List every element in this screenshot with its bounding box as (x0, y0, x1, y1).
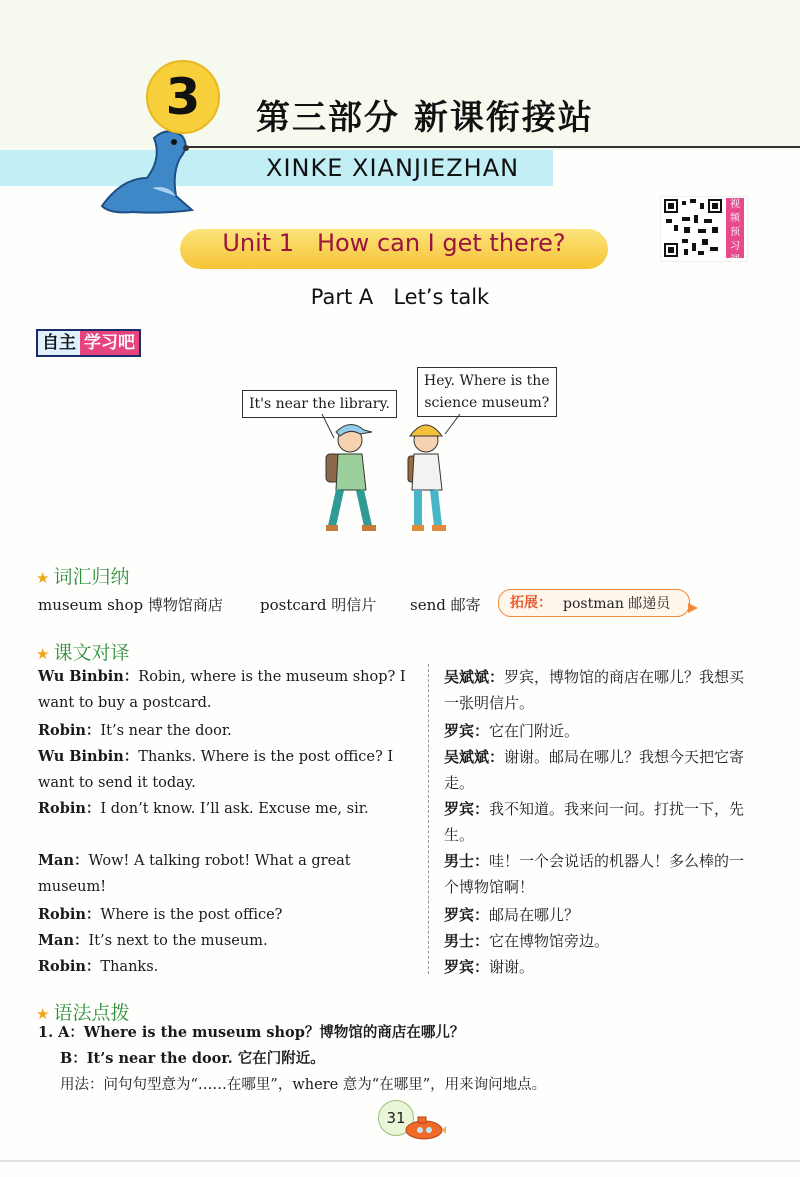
grammar-item-a: 1. A：Where is the museum shop？博物馆的商店在哪儿？ (38, 1024, 465, 1041)
dialogue-text: It’s next to the museum. (88, 933, 268, 949)
vocab-heading (36, 562, 129, 589)
dialogue-line-en (38, 928, 416, 954)
two-boys-illustration (300, 414, 480, 538)
dialogue-text: Thanks. (100, 959, 159, 975)
dialogue-line-en (38, 954, 416, 980)
dialogue-text-zh: 罗宾，博物馆的商店在哪儿？我想买一张明信片。 (444, 668, 745, 712)
dialogue-text: Where is the post office? (100, 907, 283, 923)
speaker: Robin： (38, 958, 101, 975)
speaker: Wu Binbin： (38, 668, 139, 685)
speaker: Robin： (38, 800, 101, 817)
speaker: Robin： (38, 722, 101, 739)
dialogue-line-en (38, 718, 416, 744)
translation-heading-text: 课文对译 (53, 642, 130, 664)
speaker-zh: 吴斌斌： (444, 668, 505, 686)
extension-label: 拓展： (510, 595, 552, 611)
speaker-zh: 男士： (444, 852, 490, 870)
dialogue-line-en (38, 664, 416, 716)
speaker-zh: 吴斌斌： (444, 748, 505, 766)
qr-code-icon[interactable] (664, 199, 722, 257)
dialogue-text-zh: 它在门附近。 (489, 722, 580, 740)
dialogue-line-zh (444, 954, 754, 980)
star-icon: ★ (36, 569, 50, 587)
dialogue-text: Robin, where is the museum shop? I want to buy a postcard. (38, 669, 406, 711)
vocab-item: postcard 明信片 (260, 596, 377, 614)
section-subtitle: XINKE XIANJIEZHAN (266, 154, 520, 182)
speaker-zh: 男士： (444, 932, 490, 950)
dialogue-text-zh: 谢谢。邮局在哪儿？我想今天把它寄走。 (444, 748, 745, 792)
title-rule (170, 146, 800, 148)
part-title: Part A Let’s talk (310, 285, 490, 309)
dialogue-line-zh (444, 848, 754, 900)
speaker-zh: 罗宾： (444, 906, 490, 924)
dialogue-line-zh (444, 796, 754, 848)
arrow-right-icon (688, 603, 698, 613)
bottom-rule (0, 1160, 800, 1162)
dialogue-text-zh: 它在博物馆旁边。 (489, 932, 610, 950)
speaker-zh: 罗宾： (444, 800, 490, 818)
speaker: Wu Binbin： (38, 748, 139, 765)
translation-heading (36, 638, 129, 665)
submarine-icon (398, 1114, 446, 1140)
unit-title: Unit 1 How can I get there? (222, 229, 566, 257)
dialogue-line-en (38, 902, 416, 928)
column-divider (428, 664, 429, 974)
dialogue-line-zh (444, 664, 754, 716)
section-title: 第三部分 新课衔接站 (256, 98, 594, 138)
grammar-usage: 用法：问句句型意为“……在哪里”，where 意为“在哪里”，用来询问地点。 (60, 1077, 547, 1093)
dialogue-text: Thanks. Where is the post office? I want to send it today. (38, 749, 394, 791)
dialogue-text: Wow! A talking robot! What a great museum! (38, 853, 351, 895)
speech-bubble-right-line2: science museum? (424, 395, 550, 411)
dialogue-line-zh (444, 902, 754, 928)
dialogue-text: It’s near the door. (100, 723, 232, 739)
section-number-badge: 3 (146, 60, 220, 134)
grammar-item-b: B：It’s near the door. 它在门附近。 (60, 1050, 325, 1067)
speaker: Robin： (38, 906, 101, 923)
speaker: Man： (38, 852, 89, 869)
grammar-heading-text: 语法点拨 (53, 1002, 130, 1024)
self-study-tag-part2: 学习吧 (80, 331, 139, 355)
vocab-item: museum shop 博物馆商店 (38, 596, 223, 614)
dialogue-text: I don’t know. I’ll ask. Excuse me, sir. (100, 801, 369, 817)
page-number: 31 (378, 1100, 414, 1136)
speaker-zh: 罗宾： (444, 722, 490, 740)
dialogue-line-en (38, 848, 416, 900)
star-icon: ★ (36, 1005, 50, 1023)
dialogue-text-zh: 邮局在哪儿？ (489, 906, 580, 924)
speech-bubble-left: It's near the library. (242, 390, 397, 418)
vocab-item: send 邮寄 (410, 596, 481, 614)
speaker: Man： (38, 932, 89, 949)
self-study-tag (36, 329, 141, 357)
speaker-zh: 罗宾： (444, 958, 490, 976)
vocab-heading-text: 词汇归纳 (53, 566, 130, 588)
dialogue-line-en (38, 744, 416, 796)
self-study-tag-part1: 自主 (38, 331, 80, 355)
extension-text: postman 邮递员 (563, 596, 671, 612)
speech-bubble-right (417, 367, 557, 417)
dialogue-line-zh (444, 928, 754, 954)
dialogue-line-en (38, 796, 416, 822)
dialogue-text-zh: 哇！一个会说话的机器人！多么棒的一个博物馆啊！ (444, 852, 745, 896)
dialogue-line-zh (444, 718, 754, 744)
video-preview-label: 视频预习课 (726, 198, 744, 258)
dialogue-text-zh: 我不知道。我来问一问。打扰一下，先生。 (444, 800, 745, 844)
dialogue-line-zh (444, 744, 754, 796)
star-icon: ★ (36, 645, 50, 663)
speech-bubble-right-line1: Hey. Where is the (424, 373, 550, 389)
dialogue-text-zh: 谢谢。 (489, 958, 535, 976)
